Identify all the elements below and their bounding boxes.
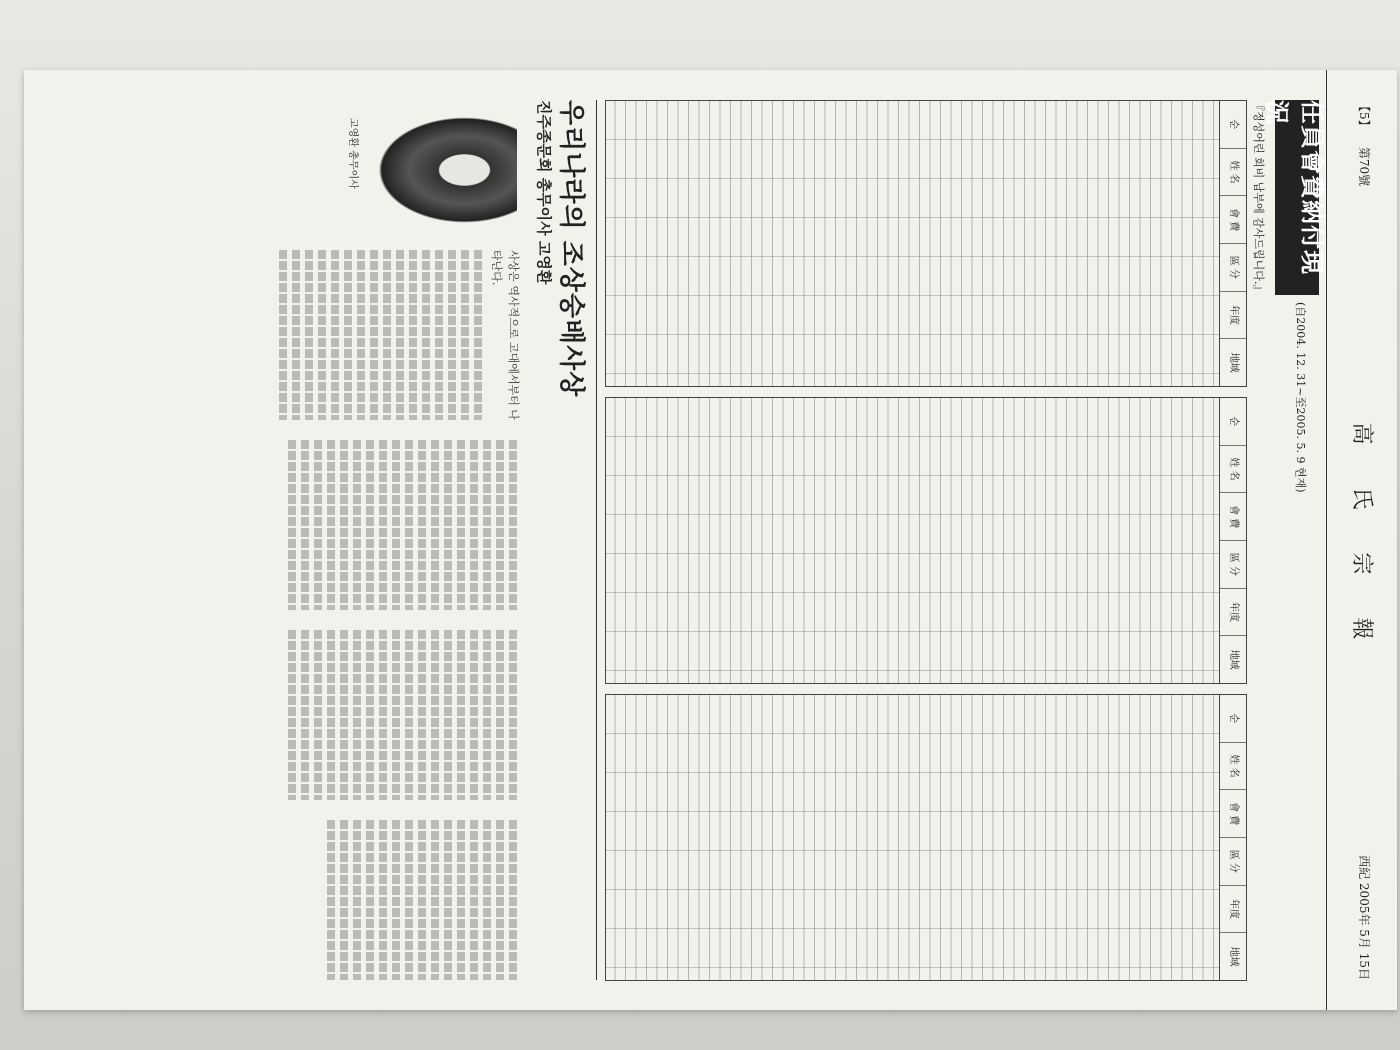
col-header: 年度 [1220,292,1246,340]
dues-table-1 [605,100,1247,387]
col-header: 地域 [1228,352,1239,373]
article-byline: 진주종문회 총무이사 고영환 [535,100,553,285]
table-rows [606,398,1219,683]
article-title: 우리나라의 조상숭배사상 [556,100,586,398]
feature-period: (自2004. 12. 31~至2005. 5. 9 현재) [1294,302,1307,493]
table-rows [606,101,1219,386]
col-header: 地域 [1228,649,1239,670]
col-header: 姓 名 [1220,743,1246,791]
col-header: 年度 [1220,589,1246,637]
feature-thanks: 『정성어린 회비 납부에 감사드립니다.』 [1252,100,1265,296]
issue-date: 西紀 2005年 5月 15日 [1357,855,1371,980]
photo-caption: 고영환 총무이사 [347,118,358,189]
page-number: 【5】 [1357,100,1371,132]
feature-title: 任員會費納付現況 [1275,100,1319,295]
page-header [1326,70,1397,1010]
newspaper-page [24,70,1397,1010]
col-header: 姓 名 [1220,446,1246,494]
col-header: 會 費 [1220,790,1246,838]
col-header: 區 分 [1220,541,1246,589]
article-column-3 [52,630,522,800]
table-header [1219,695,1246,980]
table-header [1219,101,1246,386]
table-rows [606,695,1219,980]
col-header: 會 費 [1220,493,1246,541]
col-header: 姓 名 [1220,149,1246,197]
col-header: 地域 [1228,946,1239,967]
section-divider [596,100,597,980]
col-header: 순 [1220,101,1246,149]
col-header: 會 費 [1220,196,1246,244]
table-header [1219,398,1246,683]
issue-number: 第70號 [1357,146,1371,187]
article-opening: 사상은 역사적으로 고대에서부터 나타난다. [490,250,520,420]
col-header: 순 [1220,398,1246,446]
newspaper-sheet [24,70,1397,1010]
article-column-2 [52,440,522,610]
dues-tables [607,100,1247,980]
col-header: 순 [1220,695,1246,743]
dues-table-2 [605,397,1247,684]
author-photo [367,110,517,230]
article-column-4 [52,820,522,980]
newspaper-name: 高 氏 宗 報 [1349,422,1374,658]
article-column-1 [52,250,522,420]
col-header: 區 分 [1220,244,1246,292]
dues-table-3 [605,694,1247,981]
col-header: 年度 [1220,886,1246,934]
col-header: 區 分 [1220,838,1246,886]
